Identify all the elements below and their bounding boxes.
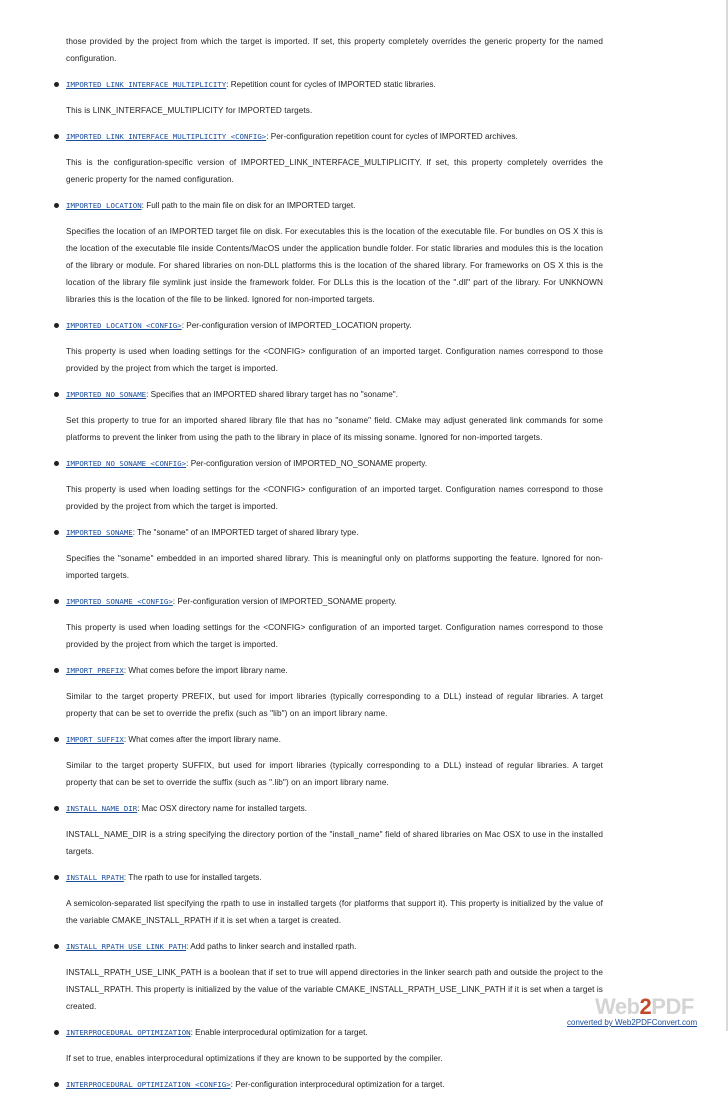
property-description: INSTALL_RPATH_USE_LINK_PATH is a boolean that if set to true will append directories in the linker search path and outside the project to the INSTALL_RPATH. This property is initialized by the value of the variable CMAKE_INSTALL_RPATH_USE_LINK_PATH if it is set when a target is created. (66, 968, 603, 1011)
document-content (53, 33, 603, 1102)
property-entry (53, 593, 603, 610)
property-summary: : Enable interprocedural optimization for a target. (190, 1028, 368, 1037)
property-entry (53, 938, 603, 955)
property-summary: : Full path to the main file on disk for an IMPORTED target. (141, 201, 356, 210)
property-term-link[interactable]: INTERPROCEDURAL_OPTIMIZATION_<CONFIG> (66, 1080, 231, 1089)
property-summary: : Per-configuration interprocedural optimization for a target. (230, 1080, 445, 1089)
property-description: Specifies the location of an IMPORTED target file on disk. For executables this is the location of the executable file. For bundles on OS X this is the location of the executable file inside Contents/MacOS under the application bundle folder. For static libraries and modules this is the location of the library or module. For shared libraries on non-DLL platforms this is the location of the shared library. For frameworks on OS X this is the location of the library file symlink just inside the framework folder. For DLLs this is the location of the ".dll" part of the library. For UNKNOWN libraries this is the location of the file to be linked. Ignored for non-imported targets. (66, 227, 603, 304)
property-term-link[interactable]: IMPORTED_LINK_INTERFACE_MULTIPLICITY (66, 80, 227, 89)
property-entry (53, 800, 603, 817)
bullet-icon (54, 461, 59, 466)
property-description: A semicolon-separated list specifying the rpath to use in installed targets (for platforms that support it). This property is initialized by the value of the variable CMAKE_INSTALL_RPATH if it is set when a target is created. (66, 899, 603, 925)
property-term-link[interactable]: IMPORTED_NO_SONAME_<CONFIG> (66, 459, 187, 468)
property-term-link[interactable]: IMPORTED_LINK_INTERFACE_MULTIPLICITY_<CONFIG> (66, 132, 267, 141)
bullet-icon (54, 323, 59, 328)
property-entry (53, 524, 603, 541)
property-summary: : What comes before the import library name. (123, 666, 288, 675)
bullet-icon (54, 82, 59, 87)
property-term-link[interactable]: INSTALL_RPATH_USE_LINK_PATH (66, 942, 187, 951)
property-entry (53, 76, 603, 93)
property-description: Similar to the target property PREFIX, but used for import libraries (typically corresponding to a DLL) instead of regular libraries. A target property that can be set to override the prefix (such as "lib") on an import library name. (66, 692, 603, 718)
property-summary: : Add paths to linker search and installed rpath. (186, 942, 357, 951)
property-description: This property is used when loading settings for the <CONFIG> configuration of an imported target. Configuration names correspond to those provided by the project from which the target is imported. (66, 347, 603, 373)
property-description: Similar to the target property SUFFIX, but used for import libraries (typically corresponding to a DLL) instead of regular libraries. A target property that can be set to override the suffix (such as ".lib") on an import library name. (66, 761, 603, 787)
property-summary: : What comes after the import library name. (123, 735, 281, 744)
property-entry (53, 455, 603, 472)
property-summary: : The "soname" of an IMPORTED target of shared library type. (132, 528, 359, 537)
property-entry (53, 317, 603, 334)
bullet-icon (54, 599, 59, 604)
intro-paragraph: those provided by the project from which the target is imported. If set, this property completely overrides the generic property for the named configuration. (66, 37, 603, 63)
property-description: This property is used when loading settings for the <CONFIG> configuration of an imported target. Configuration names correspond to those provided by the project from which the target is imported. (66, 623, 603, 649)
converted-by-link[interactable]: converted by Web2PDFConvert.com (567, 1018, 698, 1027)
property-summary: : Repetition count for cycles of IMPORTED static libraries. (226, 80, 436, 89)
property-list (53, 76, 603, 1093)
property-entry (53, 1076, 603, 1093)
bullet-icon (54, 875, 59, 880)
property-term-link[interactable]: INSTALL_NAME_DIR (66, 804, 138, 813)
bullet-icon (54, 1082, 59, 1087)
property-term-link[interactable]: IMPORTED_SONAME_<CONFIG> (66, 597, 173, 606)
property-entry (53, 869, 603, 886)
property-term-link[interactable]: IMPORTED_NO_SONAME (66, 390, 147, 399)
property-summary: : Mac OSX directory name for installed targets. (137, 804, 307, 813)
property-term-link[interactable]: IMPORT_SUFFIX (66, 735, 124, 744)
property-summary: : The rpath to use for installed targets. (123, 873, 262, 882)
web2pdf-watermark (565, 994, 715, 1030)
property-summary: : Per-configuration version of IMPORTED_NO_SONAME property. (186, 459, 427, 468)
property-summary: : Per-configuration version of IMPORTED_LOCATION property. (181, 321, 412, 330)
bullet-icon (54, 203, 59, 208)
bullet-icon (54, 944, 59, 949)
property-summary: : Per-configuration repetition count for cycles of IMPORTED archives. (266, 132, 518, 141)
bullet-icon (54, 806, 59, 811)
property-term-link[interactable]: IMPORTED_SONAME (66, 528, 133, 537)
bullet-icon (54, 530, 59, 535)
property-term-link[interactable]: INSTALL_RPATH (66, 873, 124, 882)
property-description: INSTALL_NAME_DIR is a string specifying the directory portion of the "install_name" field of shared libraries on Mac OSX to use in the installed targets. (66, 830, 603, 856)
property-description: Specifies the "soname" embedded in an imported shared library. This is meaningful only on platforms supporting the feature. Ignored for non-imported targets. (66, 554, 603, 580)
property-entry (53, 662, 603, 679)
web2pdf-logo: Web2PDF (595, 994, 694, 1019)
property-description: If set to true, enables interprocedural optimizations if they are known to be supported by the compiler. (66, 1054, 443, 1063)
property-description: This property is used when loading settings for the <CONFIG> configuration of an imported target. Configuration names correspond to those provided by the project from which the target is imported. (66, 485, 603, 511)
property-term-link[interactable]: INTERPROCEDURAL_OPTIMIZATION (66, 1028, 191, 1037)
property-term-link[interactable]: IMPORTED_LOCATION_<CONFIG> (66, 321, 182, 330)
bullet-icon (54, 392, 59, 397)
bullet-icon (54, 134, 59, 139)
property-entry (53, 386, 603, 403)
property-description: This is LINK_INTERFACE_MULTIPLICITY for IMPORTED targets. (66, 106, 313, 115)
property-entry (53, 128, 603, 145)
property-term-link[interactable]: IMPORTED_LOCATION (66, 201, 142, 210)
property-summary: : Per-configuration version of IMPORTED_SONAME property. (172, 597, 397, 606)
property-summary: : Specifies that an IMPORTED shared library target has no "soname". (146, 390, 398, 399)
property-description: Set this property to true for an imported shared library file that has no "soname" field. CMake may adjust generated link commands for some platforms to prevent the linker from using the path to the library in place of its missing soname. Ignored for non-imported targets. (66, 416, 603, 442)
property-term-link[interactable]: IMPORT_PREFIX (66, 666, 124, 675)
bullet-icon (54, 737, 59, 742)
bullet-icon (54, 668, 59, 673)
property-entry (53, 197, 603, 214)
property-description: This is the configuration-specific version of IMPORTED_LINK_INTERFACE_MULTIPLICITY. If set, this property completely overrides the generic property for the named configuration. (66, 158, 603, 184)
property-entry (53, 1024, 603, 1041)
property-entry (53, 731, 603, 748)
